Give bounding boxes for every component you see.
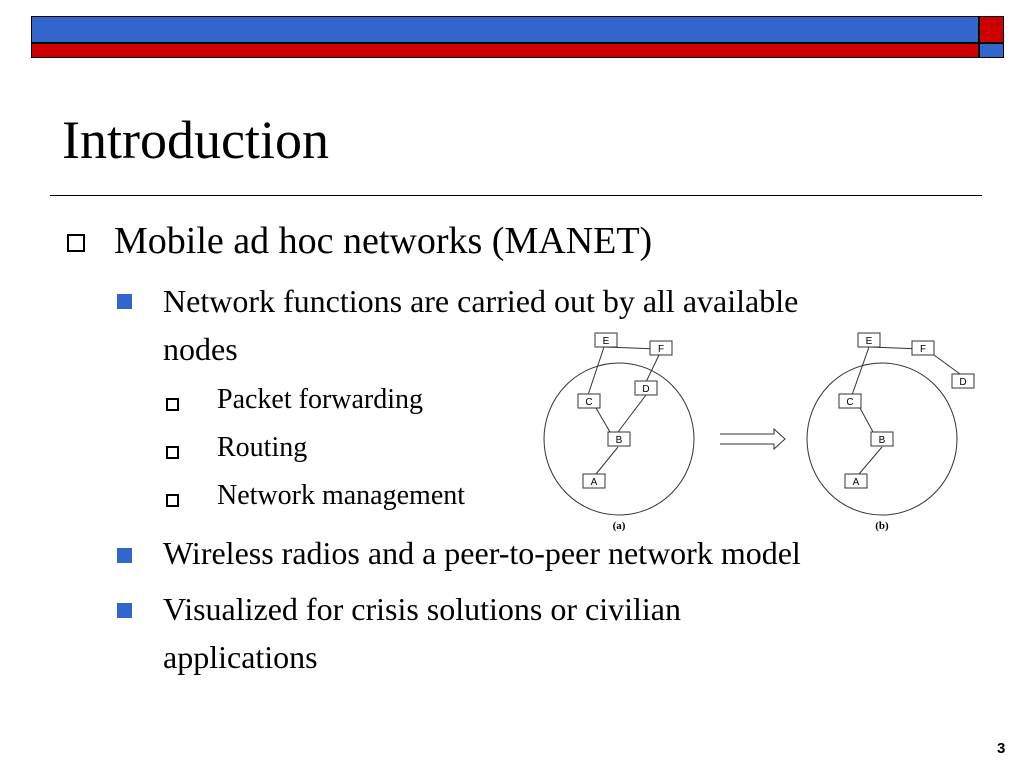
node-label: B — [615, 435, 623, 446]
sub-bullet-packet-forwarding: Packet forwarding — [217, 384, 424, 415]
bullet-manet: Mobile ad hoc networks (MANET) — [114, 220, 653, 262]
node-label: E — [602, 336, 610, 347]
node-f-b — [912, 341, 934, 355]
diagram-panel-b — [807, 347, 960, 515]
hollow-square-bullet-icon — [166, 494, 179, 507]
bullet-visualized-line2: applications — [163, 639, 318, 675]
link-c-b — [860, 408, 873, 432]
node-label: F — [657, 344, 665, 355]
bullet-visualized-line1: Visualized for crisis solutions or civilian — [163, 591, 681, 627]
node-label: D — [642, 384, 650, 395]
node-label: E — [865, 336, 873, 347]
node-e-b — [858, 333, 880, 347]
node-d-b — [952, 374, 974, 388]
node-b-b — [871, 432, 893, 446]
manet-topology-diagram — [540, 324, 980, 536]
node-c-b — [839, 394, 861, 408]
title-divider — [50, 195, 982, 196]
sub-bullet-routing: Routing — [217, 432, 308, 463]
node-e-a — [595, 333, 617, 347]
filled-square-bullet-icon — [117, 294, 132, 309]
link-b-a — [859, 447, 882, 474]
node-d-a — [635, 381, 657, 395]
sub-bullet-network-management: Network management — [217, 480, 466, 511]
hollow-square-bullet-icon — [166, 446, 179, 459]
node-label: B — [878, 435, 886, 446]
link-f-d — [934, 355, 960, 374]
header-square-red — [979, 16, 1004, 43]
diagram-panel-a — [544, 347, 694, 515]
node-label: F — [919, 344, 927, 355]
node-f-a — [650, 341, 672, 355]
node-a-a — [583, 474, 605, 488]
slide-title: Introduction — [62, 110, 329, 170]
node-label: A — [852, 477, 860, 488]
transition-arrow-icon — [720, 429, 785, 449]
filled-square-bullet-icon — [117, 603, 132, 618]
node-label: A — [590, 477, 598, 488]
page-number: 3 — [997, 740, 1006, 757]
node-c-a — [578, 394, 600, 408]
node-label: D — [959, 377, 967, 388]
bullet-network-functions-line1: Network functions are carried out by all available — [163, 283, 799, 319]
header-bar-blue — [31, 16, 979, 43]
link-b-a — [596, 447, 618, 474]
bullet-wireless: Wireless radios and a peer-to-peer network model — [163, 535, 801, 571]
link-d-b — [618, 395, 646, 432]
caption-b: (b) — [875, 520, 889, 532]
hollow-square-bullet-icon — [166, 398, 179, 411]
hollow-square-bullet-icon — [67, 234, 85, 252]
header-bar-red — [31, 43, 979, 58]
node-b-a — [608, 432, 630, 446]
node-label: C — [846, 397, 854, 408]
link-c-b — [596, 408, 610, 432]
header-square-blue — [979, 43, 1004, 58]
diagram-nodes-b — [839, 333, 974, 488]
link-e-c — [588, 347, 604, 395]
bullet-network-functions-line2: nodes — [163, 331, 238, 367]
node-a-b — [845, 474, 867, 488]
caption-a: (a) — [612, 520, 626, 532]
filled-square-bullet-icon — [117, 548, 132, 563]
node-label: C — [585, 397, 593, 408]
link-e-c — [852, 347, 869, 395]
